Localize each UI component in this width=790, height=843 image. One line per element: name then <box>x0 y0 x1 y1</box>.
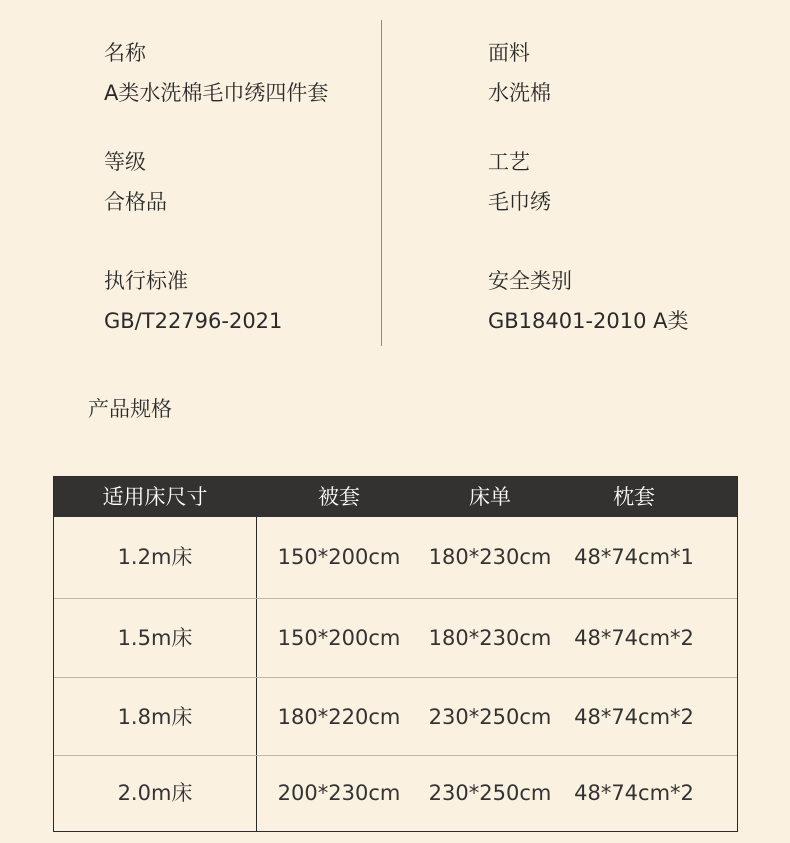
spec-craft <box>488 149 551 215</box>
cell-sheet: 230*250cm <box>428 705 552 729</box>
spec-safety-label: 安全类别 <box>488 269 572 293</box>
table-row <box>54 755 737 831</box>
spec-grade <box>104 149 167 215</box>
cell-pillowcase: 48*74cm*2 <box>574 626 694 650</box>
spec-standard-value: GB/T22796-2021 <box>104 309 283 333</box>
spec-safety-value: GB18401-2010 A类 <box>488 309 689 333</box>
spec-craft-label: 工艺 <box>488 150 530 174</box>
specs-divider <box>381 20 382 346</box>
table-header <box>54 477 737 517</box>
cell-duvet: 150*200cm <box>277 626 401 650</box>
table-row <box>54 517 737 598</box>
spec-name-label: 名称 <box>104 41 146 65</box>
cell-bed-size: 1.2m床 <box>117 545 193 569</box>
cell-sheet: 180*230cm <box>428 545 552 569</box>
spec-fabric <box>488 40 551 106</box>
spec-craft-value: 毛巾绣 <box>488 190 551 214</box>
spec-standard-label: 执行标准 <box>104 269 188 293</box>
cell-bed-size: 2.0m床 <box>117 781 193 805</box>
cell-sheet: 180*230cm <box>428 626 552 650</box>
header-bed-size: 适用床尺寸 <box>102 485 208 509</box>
size-table <box>53 476 738 832</box>
cell-bed-size: 1.8m床 <box>117 705 193 729</box>
cell-sheet: 230*250cm <box>428 781 552 805</box>
cell-pillowcase: 48*74cm*1 <box>574 545 694 569</box>
cell-duvet: 200*230cm <box>277 781 401 805</box>
cell-duvet: 180*220cm <box>277 705 401 729</box>
header-pillowcase: 枕套 <box>613 485 655 509</box>
cell-pillowcase: 48*74cm*2 <box>574 705 694 729</box>
spec-fabric-label: 面料 <box>488 41 530 65</box>
spec-grade-label: 等级 <box>104 150 146 174</box>
section-title: 产品规格 <box>88 397 172 421</box>
spec-safety <box>488 268 689 334</box>
product-specs <box>0 0 790 350</box>
spec-standard <box>104 268 282 334</box>
header-duvet: 被套 <box>318 485 360 509</box>
table-row <box>54 677 737 756</box>
spec-fabric-value: 水洗棉 <box>488 81 551 105</box>
spec-name-value: A类水洗棉毛巾绣四件套 <box>104 81 329 105</box>
cell-pillowcase: 48*74cm*2 <box>574 781 694 805</box>
spec-name <box>104 40 328 106</box>
table-row <box>54 598 737 678</box>
cell-duvet: 150*200cm <box>277 545 401 569</box>
spec-grade-value: 合格品 <box>104 190 167 214</box>
cell-bed-size: 1.5m床 <box>117 626 193 650</box>
header-sheet: 床单 <box>469 485 511 509</box>
